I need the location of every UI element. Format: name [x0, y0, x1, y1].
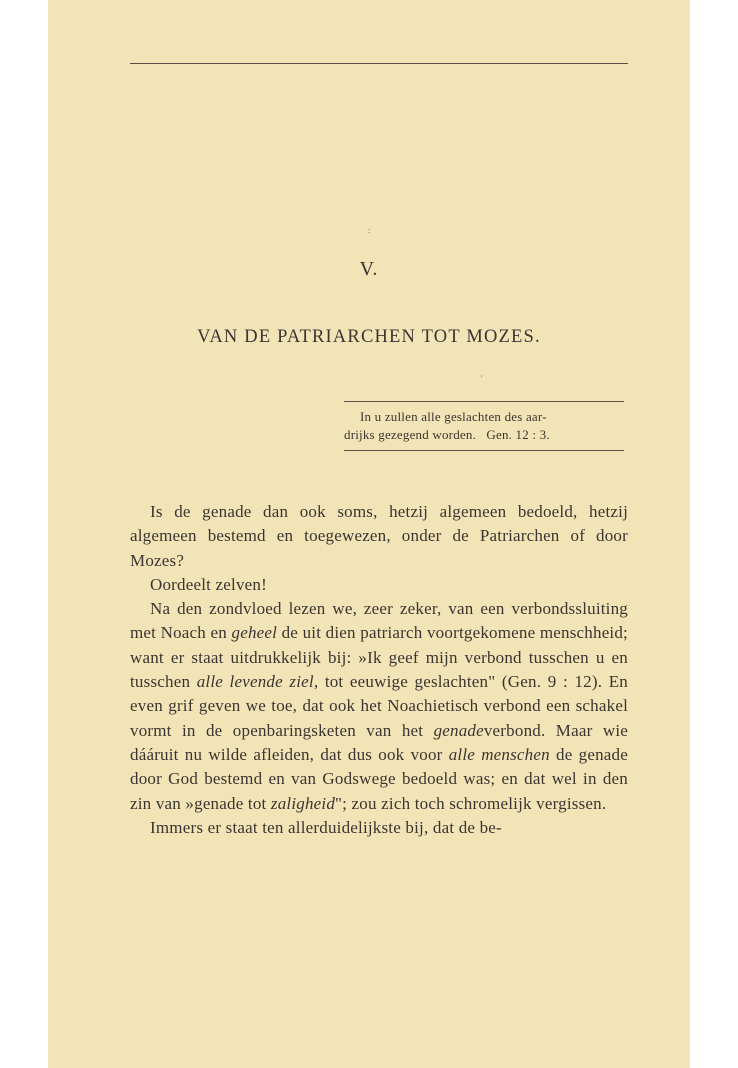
- body-text: [130, 500, 628, 840]
- top-rule: [130, 63, 628, 64]
- chapter-number: V.: [359, 258, 379, 280]
- text-run: de uit dien patriarch voortgekomene menschheid; want er staat uitdrukkelijk bij: »Ik geef mijn verbond tusschen u en tusschen: [130, 623, 628, 692]
- epigraph-line: [344, 426, 624, 444]
- epigraph-reference: Gen. 12 : 3.: [486, 427, 550, 442]
- italic-run: genade: [433, 720, 484, 740]
- text-run: "; zou zich toch schromelijk vergissen.: [335, 793, 607, 813]
- chapter-title: VAN DE PATRIARCHEN TOT MOZES.: [197, 327, 541, 347]
- print-speck: ': [481, 374, 483, 383]
- italic-run: alle menschen: [448, 744, 550, 764]
- paragraph: Oordeelt zelven!: [150, 574, 267, 594]
- italic-run: zaligheid: [270, 793, 336, 813]
- paragraph: Immers er staat ten allerduidelijkste bij, dat de be-: [150, 817, 502, 837]
- book-page: [48, 0, 690, 1068]
- paragraph: [130, 597, 628, 816]
- italic-run: geheel: [231, 623, 278, 643]
- text-run: verbond. Maar wie dááruit nu wilde afleiden, dat dus ook voor: [130, 720, 628, 764]
- paragraph: Is de genade dan ook soms, hetzij algemeen bedoeld, hetzij algemeen bestemd en toegewezen, onder de Patriarchen of door Mozes?: [130, 502, 628, 570]
- epigraph-text: drijks gezegend worden.: [344, 427, 477, 442]
- text-run: , tot eeuwige geslachten" (Gen. 9 : 12). En even grif geven we toe, dat ook het Noachietisch verbond een schakel vormt in de openbaringsketen van het: [130, 672, 628, 740]
- epigraph: [344, 401, 624, 451]
- italic-run: alle levende ziel: [196, 672, 314, 692]
- epigraph-line: In u zullen alle geslachten des aar-: [360, 409, 547, 424]
- text-run: de genade door God bestemd en van Godswege bedoeld was; en dat wel in den zin van »genade tot: [130, 744, 628, 813]
- print-speck: :: [368, 226, 371, 235]
- text-run: Na den zondvloed lezen we, zeer zeker, van een verbondssluiting met Noach en: [130, 599, 628, 643]
